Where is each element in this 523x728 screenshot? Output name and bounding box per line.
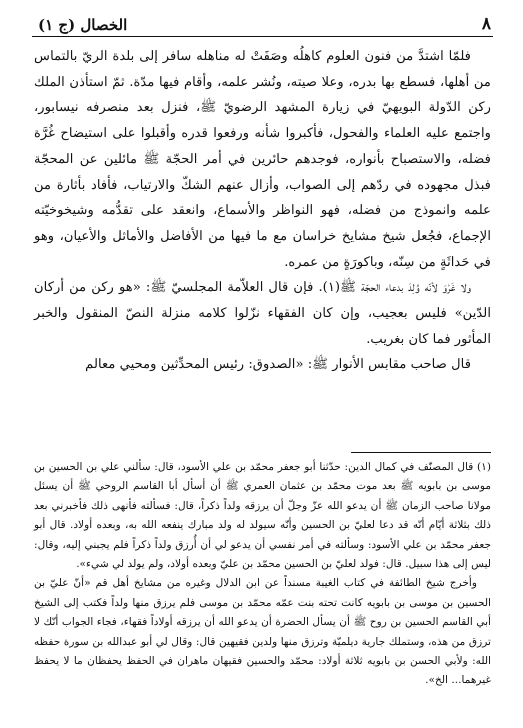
page-number: ٨ xyxy=(481,14,491,34)
main-text xyxy=(34,44,491,378)
page-header xyxy=(38,8,491,34)
footnote-separator xyxy=(351,452,491,453)
footnote: وأخرج شيخ الطائفة في كتاب الغيبة مسنداً عن ابن الدلال وغيره من مشايخ أهل قم «أنّ عليّ بن الحسين بن موسى بن بابويه كانت تحته بنت عمّه محمّد بن موسى فلم يرزق منها ولداً فكتب إلى الشيخ أبي القاسم الحسين بن روح ﷺ أن يسأل الحضرة أن يدعو الله أن يرزقه أولاداً فقهاء، فجاء الجواب أنّك لا ترزق من هذه، وستملك جارية ديلميّة وترزق منها ولدين فقيهين قال: وقال لي أبو عبدالله بن سورة حفظه الله: ولأبي الحسن بن بابويه ثلاثة أولاد: محمّد والحسين فقيهان ماهران في الحفظ يحفظان ما لا يحفظ غيرهما... الخ». xyxy=(34,577,491,687)
header-rule xyxy=(32,36,493,37)
paragraph: ولا غَرْوَ لأنّه وُلِدَ بدعاء الحجّة ﷺ(١). فإن قال العلاّمة المجلسيّ ﷺ: «هو ركن من أركان الدّين» فليس بعجيب، وإن كان الفقهاء نزّلوا كلامه منزلة النصّ المنقول والخبر المأثور فما كان بغريب. xyxy=(34,280,491,347)
paragraph: فلمّا اشتدَّ من فنون العلوم كاهلُه وصَفَتْ له مناهله سافر إلى بلدة الريّ بالتماس من أهلها، فسطع بها بدره، وعلا صيته، ونُشر علمه، وأقام فيها مدّة. ثمّ استأذن الملك ركن الدّولة البويهيّ في زيارة المشهد الرضويّ ﷺ، فنزل بعد منصرفه نيسابور، واجتمع عليه العلماء والفحول، فأكبروا شأنه ورفعوا قدره وأقبلوا على استيضاح غُرَّة فضله، والاستصباح بأنواره، فوجدهم حائرين في أمر الحجّة ﷺ مائلين عن المحجّة فبذل مجهوده في ردّهم إلى الصواب، وأزال عنهم الشكّ والارتياب، فأفاد بأثارة من علمه وانموذج من فضله، فهو النواظر والأسماع، وانعقد على تقدُّمه وشيخوخيّته الإجماع، فجُعل شيخ مشايخ خراسان مع ما فيها من الأفاضل والأماثل والأعيان، وهو في حَداثَةٍ من سِنّه، وباكورَةٍ من عمره. xyxy=(34,49,491,270)
footnotes xyxy=(34,458,491,691)
running-title: الخصال (ج ١) xyxy=(38,16,128,34)
paragraph: قال صاحب مقابس الأنوار ﷺ: «الصدوق: رئيس المحدِّثين ومحيي معالم xyxy=(85,357,471,373)
footnote: (١) قال المصنّف في كمال الدين: حدّثنا أبو جعفر محمّد بن علي الأسود، قال: سألني علي بن الحسين بن موسى بن بابويه ﷺ بعد موت محمّد بن عثمان العمري ﷺ أن أسأل أبا القاسم الروحي ﷺ أن يسئل مولانا صاحب الزمان ﷺ أن يدعو الله عزّ وجلّ أن يرزقه ولداً ذكراً، قال: فسألته فأنهى ذلك فأخبرني بعد ذلك بثلاثة أيّام أنّه قد دعا لعليّ بن الحسين وأنّه سيولد له ولد مبارك ينفعه الله به، وبعده أولاد. قال أبو جعفر محمّد بن علي الأسود: وسألته في أمر نفسي أن يدعو لي أن أُرزق ولداً ذكراً فلم يجبني إليه، وقال: ليس إلى هذا سبيل. قال: فولد لعليّ بن الحسين محمّد بن عليّ وبعده أولاد، ولم يولد لي شيء». xyxy=(34,461,491,571)
